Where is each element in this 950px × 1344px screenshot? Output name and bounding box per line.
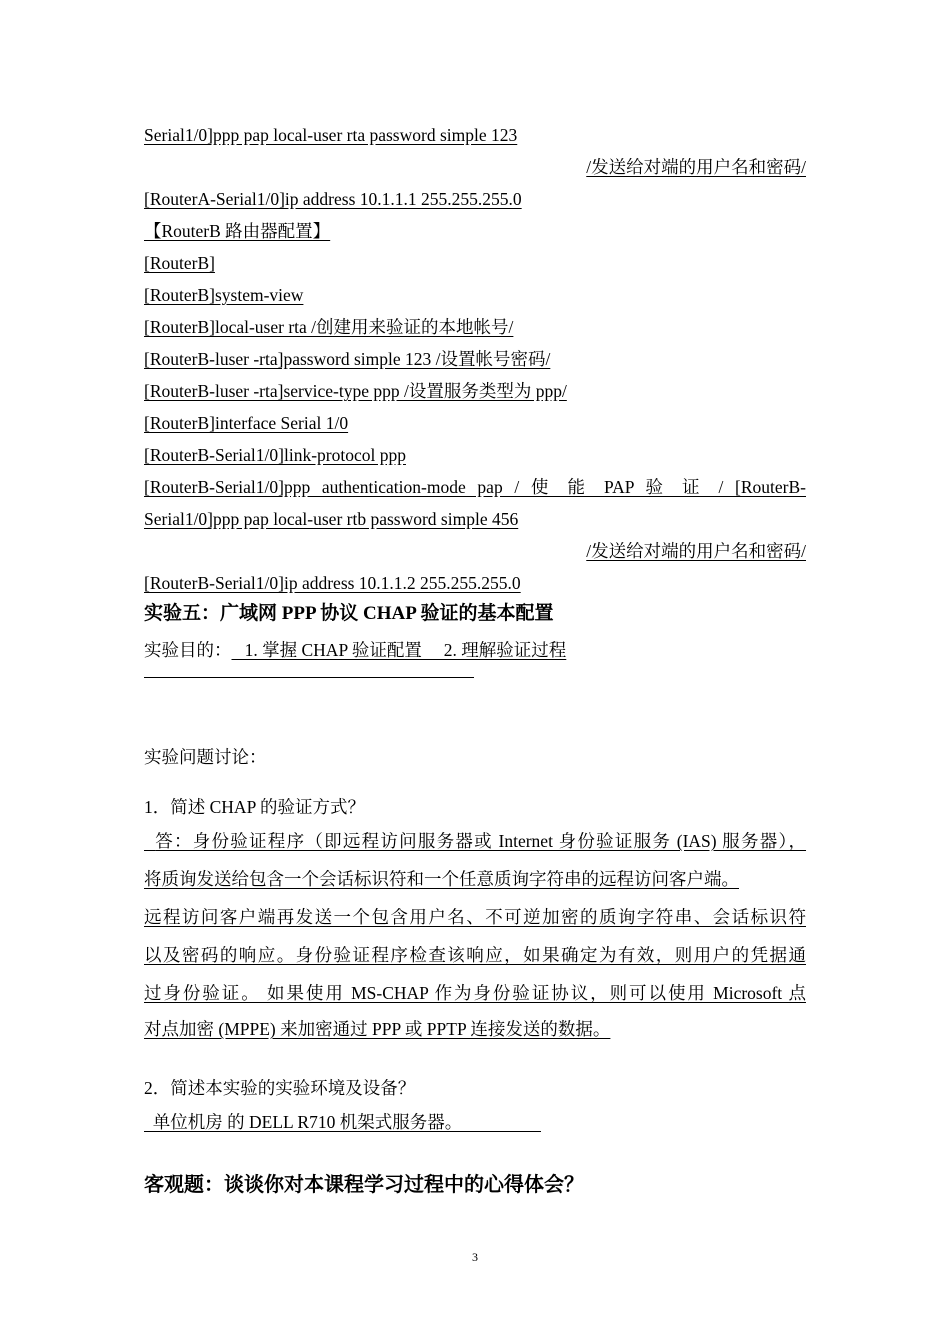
config-line: [RouterB-luser -rta]service-type ppp /设置服务类型为 ppp/ <box>144 381 567 401</box>
question-1: 1．简述 CHAP 的验证方式？ <box>144 797 366 817</box>
answer-1-line: 将质询发送给包含一个会话标识符和一个任意质询字符串的远程访问客户端。 <box>144 869 739 889</box>
answer-1-line: 过身份验证。 如果使用 MS-CHAP 作为身份验证协议，则可以使用 Microsoft 点 <box>144 983 806 1003</box>
purpose-value: 1. 掌握 CHAP 验证配置 2. 理解验证过程 <box>231 640 567 660</box>
config-line: Serial1/0]ppp pap local-user rtb password simple 456 <box>144 509 519 529</box>
config-comment: /发送给对端的用户名和密码/ <box>586 541 806 561</box>
config-line: [RouterB-luser -rta]password simple 123 /设置帐号密码/ <box>144 349 551 369</box>
config-line: [RouterA-Serial1/0]ip address 10.1.1.1 255.255.255.0 <box>144 189 522 209</box>
config-line: [RouterB]system-view <box>144 285 304 305</box>
config-line: [RouterB] <box>144 253 215 273</box>
config-line: [RouterB]local-user rta /创建用来验证的本地帐号/ <box>144 317 514 337</box>
answer-1-line: 远程访问客户端再发送一个包含用户名、不可逆加密的质询字符串、会话标识符 <box>144 907 806 927</box>
section-title: 实验五：广域网 PPP 协议 CHAP 验证的基本配置 <box>144 603 554 624</box>
answer-1-line: 以及密码的响应。身份验证程序检查该响应，如果确定为有效，则用户的凭据通 <box>144 945 806 965</box>
config-comment: /发送给对端的用户名和密码/ <box>586 157 806 177</box>
config-line: [RouterB]interface Serial 1/0 <box>144 413 349 433</box>
purpose-label: 实验目的： <box>144 640 232 660</box>
config-line: [RouterB-Serial1/0]ppp authentication-mode pap / 使 能 PAP 验 证 / [RouterB- <box>144 477 806 497</box>
page-number: 3 <box>472 1250 478 1264</box>
purpose-row <box>144 639 566 661</box>
config-line: [RouterB-Serial1/0]link-protocol ppp <box>144 445 406 465</box>
answer-1-line: 答：身份验证程序（即远程访问服务器或 Internet 身份验证服务 (IAS) 服务器）， <box>144 831 807 851</box>
blank-underline <box>144 677 474 678</box>
objective-title: 客观题：谈谈你对本课程学习过程中的心得体会？ <box>144 1174 584 1196</box>
config-line: [RouterB-Serial1/0]ip address 10.1.1.2 255.255.255.0 <box>144 573 521 593</box>
question-2: 2．简述本实验的实验环境及设备？ <box>144 1078 416 1098</box>
answer-1-line: 对点加密 (MPPE) 来加密通过 PPP 或 PPTP 连接发送的数据。 <box>144 1019 611 1039</box>
discussion-label: 实验问题讨论： <box>144 747 267 767</box>
answer-2: 单位机房 的 DELL R710 机架式服务器。 <box>144 1112 541 1132</box>
config-line: Serial1/0]ppp pap local-user rta password simple 123 <box>144 125 518 145</box>
config-heading: 【RouterB 路由器配置】 <box>144 221 331 241</box>
